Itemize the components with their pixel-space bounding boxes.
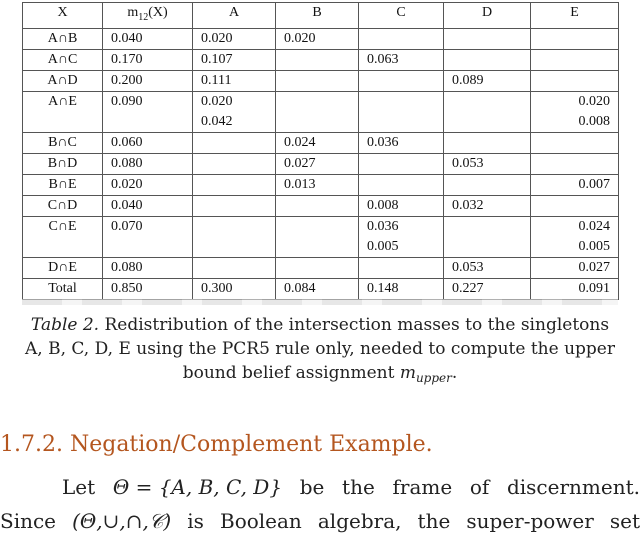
cell-b [276, 195, 359, 216]
cell-c [359, 153, 444, 174]
cell-b [276, 257, 359, 278]
cell-value: 0.027 [578, 259, 610, 275]
table-body [23, 28, 619, 299]
cell-value: 0.020 [201, 93, 233, 109]
paragraph-word: super-power [466, 509, 594, 533]
cell-a [193, 216, 276, 257]
caption-line-3-end: . [451, 363, 458, 383]
row-label: B∩D [23, 153, 103, 174]
cell-value: 0.042 [201, 113, 233, 129]
cell-value: 0.007 [578, 176, 610, 192]
row-label: A∩B [23, 28, 103, 49]
cell-e [531, 132, 619, 153]
body-paragraph [0, 470, 640, 538]
header-m12-main: m [127, 5, 139, 20]
cell-c [359, 257, 444, 278]
cell-b [276, 216, 359, 257]
cell-b [276, 278, 359, 299]
cell-value: 0.090 [111, 93, 143, 109]
cell-value: 0.005 [367, 238, 399, 254]
cell-value: 0.040 [111, 197, 143, 213]
cell-d [444, 195, 531, 216]
cell-d [444, 70, 531, 91]
cell-c [359, 91, 444, 132]
caption-line-3-text: bound belief assignment [182, 363, 400, 383]
row-label: B∩C [23, 132, 103, 153]
cell-value: 0.008 [578, 113, 610, 129]
paragraph-word: of [469, 475, 490, 499]
cell-e [531, 195, 619, 216]
cell-c [359, 28, 444, 49]
caption-label: Table 2. [30, 315, 100, 335]
header-m12 [103, 3, 193, 29]
cell-b [276, 174, 359, 195]
cell-value: 0.111 [201, 72, 232, 88]
caption-line-1-text: Redistribution of the intersection masses to the singletons [99, 315, 610, 335]
cell-value: 0.020 [284, 30, 316, 46]
cell-c [359, 132, 444, 153]
cell-value: 0.063 [367, 51, 399, 67]
cell-m [103, 153, 193, 174]
table-row [23, 153, 619, 174]
paragraph-word: discernment. [506, 475, 640, 499]
cell-value: 0.170 [111, 51, 143, 67]
cell-d [444, 49, 531, 70]
table-row [23, 28, 619, 49]
faded-source-line [22, 299, 618, 305]
cell-m [103, 49, 193, 70]
table-row [23, 132, 619, 153]
cell-b [276, 49, 359, 70]
cell-value: 0.053 [452, 155, 484, 171]
paragraph-word: is [187, 509, 204, 533]
cell-value: 0.020 [201, 30, 233, 46]
cell-d [444, 216, 531, 257]
cell-m [103, 28, 193, 49]
paragraph-word: Let [62, 475, 96, 499]
cell-value: 0.070 [111, 218, 143, 234]
cell-value: 0.107 [201, 51, 233, 67]
paragraph-word: (Θ,∪,∩,𝒞) [72, 509, 172, 533]
cell-value: 0.091 [578, 280, 610, 296]
cell-m [103, 174, 193, 195]
cell-c [359, 278, 444, 299]
cell-b [276, 153, 359, 174]
caption-line-3 [0, 361, 640, 390]
row-label: Total [23, 278, 103, 299]
cell-c [359, 70, 444, 91]
cell-value: 0.027 [284, 155, 316, 171]
cell-a [193, 257, 276, 278]
paragraph-word: Θ = {A, B, C, D} [112, 475, 283, 499]
cell-e [531, 278, 619, 299]
header-c: C [359, 3, 444, 29]
cell-a [193, 153, 276, 174]
header-a: A [193, 3, 276, 29]
cell-value: 0.300 [201, 280, 233, 296]
paragraph-line-2 [0, 504, 640, 538]
header-x: X [23, 3, 103, 29]
cell-d [444, 174, 531, 195]
table-row [23, 257, 619, 278]
paragraph-word: set [609, 509, 640, 533]
cell-e [531, 257, 619, 278]
cell-c [359, 49, 444, 70]
cell-value: 0.040 [111, 30, 143, 46]
cell-value: 0.060 [111, 134, 143, 150]
paragraph-word: the [417, 509, 451, 533]
cell-b [276, 91, 359, 132]
cell-value: 0.020 [111, 176, 143, 192]
cell-value: 0.200 [111, 72, 143, 88]
table-row [23, 91, 619, 132]
section-heading: 1.7.2. Negation/Complement Example. [0, 432, 433, 457]
cell-value: 0.024 [578, 218, 610, 234]
cell-d [444, 153, 531, 174]
cell-a [193, 174, 276, 195]
cell-value: 0.032 [452, 197, 484, 213]
cell-d [444, 257, 531, 278]
cell-value: 0.080 [111, 259, 143, 275]
paragraph-word: Since [0, 509, 57, 533]
cell-a [193, 49, 276, 70]
cell-a [193, 70, 276, 91]
table-caption [0, 313, 640, 390]
cell-value: 0.084 [284, 280, 316, 296]
cell-e [531, 70, 619, 91]
cell-d [444, 132, 531, 153]
header-m12-sub: 12 [138, 11, 149, 23]
cell-e [531, 49, 619, 70]
row-label: A∩C [23, 49, 103, 70]
row-label: C∩E [23, 216, 103, 257]
cell-b [276, 70, 359, 91]
paragraph-word: algebra, [317, 509, 402, 533]
cell-value: 0.148 [367, 280, 399, 296]
table-row [23, 278, 619, 299]
redistribution-table-container [22, 2, 618, 300]
cell-value: 0.036 [367, 134, 399, 150]
cell-m [103, 132, 193, 153]
header-m12-tail: (X) [148, 5, 168, 20]
caption-line-2: A, B, C, D, E using the PCR5 rule only, needed to compute the upper [25, 339, 615, 359]
cell-m [103, 195, 193, 216]
cell-b [276, 28, 359, 49]
cell-e [531, 28, 619, 49]
paragraph-word: the [342, 475, 375, 499]
header-d: D [444, 3, 531, 29]
cell-e [531, 174, 619, 195]
table-header-row [23, 3, 619, 29]
caption-math-m: m [399, 363, 416, 383]
table-row [23, 195, 619, 216]
cell-a [193, 278, 276, 299]
cell-value: 0.053 [452, 259, 484, 275]
cell-m [103, 70, 193, 91]
paragraph-word: frame [392, 475, 453, 499]
row-label: A∩D [23, 70, 103, 91]
cell-e [531, 216, 619, 257]
row-label: B∩E [23, 174, 103, 195]
cell-value: 0.008 [367, 197, 399, 213]
row-label: A∩E [23, 91, 103, 132]
cell-d [444, 278, 531, 299]
cell-b [276, 132, 359, 153]
cell-a [193, 195, 276, 216]
cell-a [193, 91, 276, 132]
cell-value: 0.020 [578, 93, 610, 109]
caption-math-sub: upper [415, 371, 452, 385]
redistribution-table [22, 2, 619, 300]
cell-c [359, 195, 444, 216]
header-b: B [276, 3, 359, 29]
cell-value: 0.227 [452, 280, 484, 296]
cell-m [103, 278, 193, 299]
header-e: E [531, 3, 619, 29]
paragraph-word: Boolean [220, 509, 302, 533]
cell-d [444, 91, 531, 132]
row-label: D∩E [23, 257, 103, 278]
paragraph-line-1 [0, 470, 640, 504]
cell-m [103, 216, 193, 257]
cell-value: 0.089 [452, 72, 484, 88]
cell-e [531, 153, 619, 174]
cell-c [359, 174, 444, 195]
table-row [23, 216, 619, 257]
cell-m [103, 91, 193, 132]
table-row [23, 49, 619, 70]
cell-c [359, 216, 444, 257]
cell-e [531, 91, 619, 132]
paragraph-word: be [299, 475, 325, 499]
cell-a [193, 28, 276, 49]
cell-value: 0.024 [284, 134, 316, 150]
cell-value: 0.850 [111, 280, 143, 296]
cell-value: 0.080 [111, 155, 143, 171]
caption-line-1 [0, 313, 640, 337]
cell-value: 0.036 [367, 218, 399, 234]
table-row [23, 70, 619, 91]
table-row [23, 174, 619, 195]
cell-m [103, 257, 193, 278]
cell-value: 0.013 [284, 176, 316, 192]
cell-a [193, 132, 276, 153]
cell-value: 0.005 [578, 238, 610, 254]
row-label: C∩D [23, 195, 103, 216]
cell-d [444, 28, 531, 49]
